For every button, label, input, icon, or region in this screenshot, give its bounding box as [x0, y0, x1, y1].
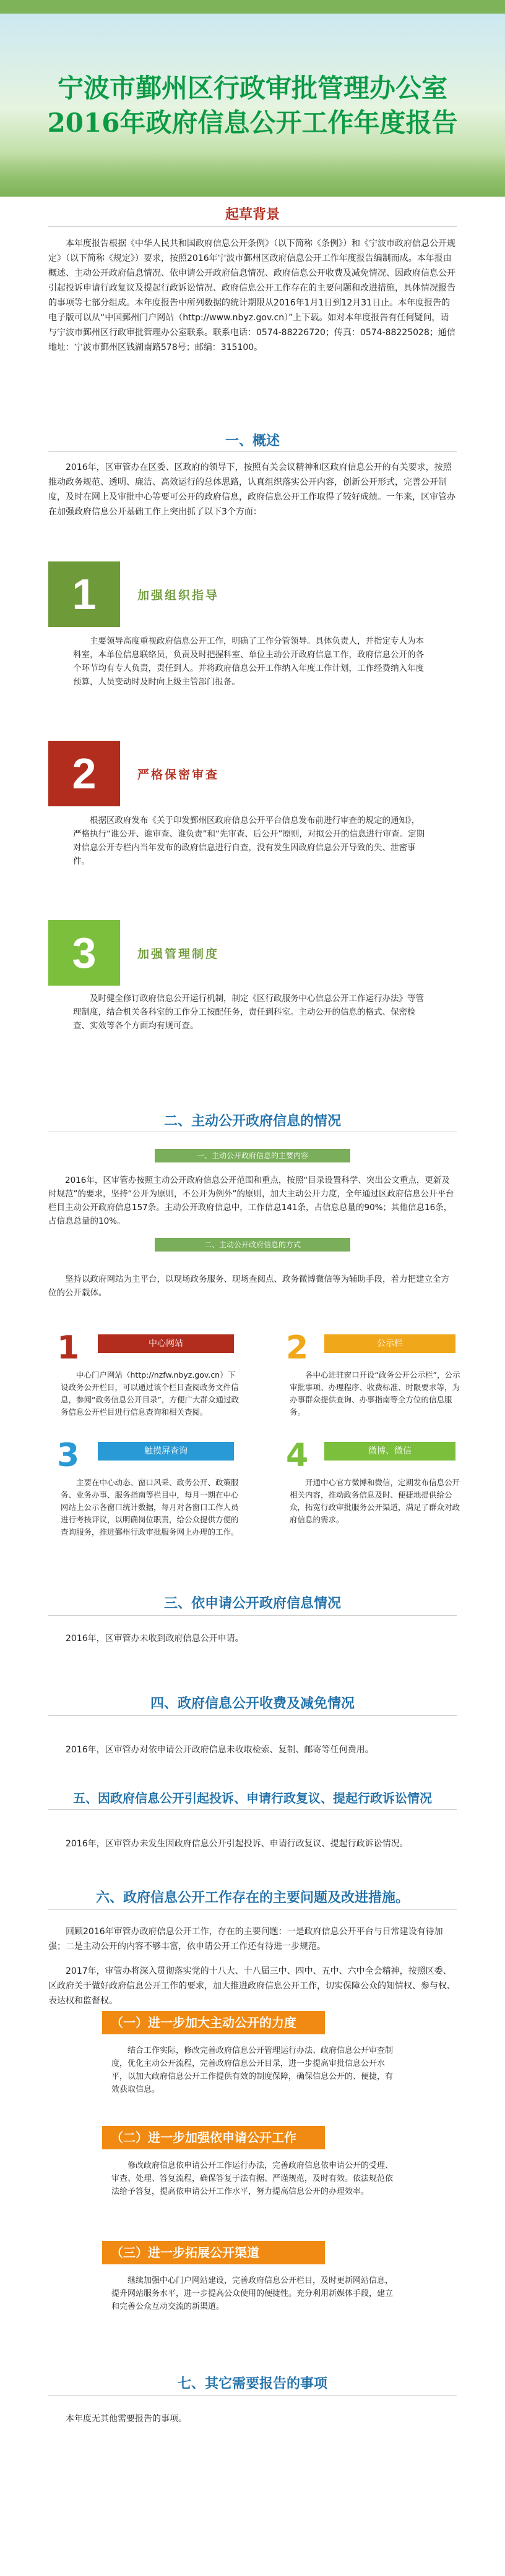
s4-body	[0, 1742, 505, 1757]
s6-text-2: 2017年，审管办将深入贯彻落实党的十八大、十八届三中、四中、五中、六中全会精神，按照区委、区政府关于做好政府信息公开工作的要求，加大推进政府信息公开工作，切实保障公众的知情权、参与权、表达权和监督权。	[48, 1966, 455, 2006]
grid-text-4: 开通中心官方微博和微信，定期发布信息公开相关内容，推动政务信息及时、便捷地提供给公众，拓宽行政审批服务公开渠道，满足了群众对政府信息的需求。	[290, 1478, 460, 1524]
s2-text-2: 坚持以政府网站为主平台，以现场政务服务、现场查阅点、政务微博微信等为辅助手段，着力把建立全方位的公开载体。	[48, 1274, 449, 1298]
item-body-3	[73, 992, 426, 1033]
s5-body	[0, 1836, 505, 1851]
title-line-2: 2016年政府信息公开工作年度报告	[47, 108, 458, 138]
grid-number-1: 1	[57, 1329, 80, 1367]
grid-number-3: 3	[57, 1437, 80, 1474]
header-banner	[0, 0, 505, 197]
s6-sub-text-1: 结合工作实际，修改完善政府信息公开管理运行办法、政府信息公开审查制度，优化主动公开流程，完善政府信息公开目录，进一步提高审批信息公开水平，以加大政府信息公开工作提供有效的制度保障，确保信息公开的、便捷，有效获取信息。	[111, 2046, 394, 2094]
s2-heading: 二、主动公开政府信息的情况	[163, 1114, 341, 1129]
header-grass-decoration	[0, 153, 505, 197]
s6-section	[0, 1887, 505, 1906]
item-label-2: 严格保密审查	[137, 768, 220, 782]
grid-text-2: 各中心进驻窗口开设“政务公开公示栏”，公示审批事项、办理程序、收费标准、时限要求等，为办事群众提供查询、办事指南等全方位的信息服务。	[290, 1370, 460, 1417]
s3-section	[0, 1593, 505, 1612]
s6-sub-body-3	[111, 2274, 396, 2313]
intro-body	[0, 236, 505, 355]
s2-text-1: 2016年，区审管办按照主动公开政府信息公开范围和重点，按照“目录设置科学、突出公文重点，更新及时规范”的要求，坚持“公开为原则，不公开为例外”的原则，加大主动公开力度，全年通过区政府信息公开平台栏目主动公开政府信息157条。主动公开政府信息中，工作信息141条，占信息总量的90%；其他信息16条，占信息总量的10%。	[48, 1175, 454, 1226]
intro-heading: 起草背景	[225, 207, 280, 223]
header-top-bar	[0, 0, 505, 14]
s6-text-1: 回顾2016年审管办政府信息公开工作，存在的主要问题：一是政府信息公开平台与日常建设有待加强；二是主动公开的内容不够丰富，依申请公开工作还有待进一步规范。	[48, 1927, 443, 1951]
grid-bar-2: 公示栏	[324, 1334, 455, 1353]
s3-text: 2016年，区审管办未收到政府信息公开申请。	[66, 1634, 244, 1644]
divider	[48, 451, 457, 452]
s3-body	[0, 1631, 505, 1646]
divider	[48, 226, 457, 227]
divider	[48, 1909, 457, 1910]
item-number-2: 2	[48, 741, 120, 806]
s7-text: 本年度无其他需要报告的事项。	[66, 2414, 187, 2424]
item-label-1: 加强组织指导	[137, 589, 220, 602]
s1-text: 2016年，区审管办在区委、区政府的领导下，按照有关会议精神和区政府信息公开的有关要求，按照推动政务规范、透明、廉洁、高效运行的总体思路，认真组织落实公开内容，创新公开形式，完善公开制度，及时在网上及审批中心等要可公开的政府信息，政府信息公开工作取得了较好成绩。一年来，区审管办在加强政府信息公开基础工作上突出抓了以下3个方面：	[48, 463, 455, 517]
divider	[48, 1715, 457, 1716]
item-body-1	[73, 634, 426, 689]
s5-heading: 五、因政府信息公开引起投诉、申请行政复议、提起行政诉讼情况	[73, 1791, 432, 1806]
item-label-3: 加强管理制度	[137, 947, 220, 961]
grid-bar-4: 微博、微信	[324, 1442, 455, 1461]
s6-sub-body-1	[111, 2044, 396, 2096]
s6-sub-text-3: 继续加强中心门户网站建设，完善政府信息公开栏目，及时更新网站信息，提升网站服务水平，进一步提高公众使用的便捷性。充分利用新媒体手段，建立和完善公众互动交流的新渠道。	[111, 2276, 394, 2311]
s1-section	[0, 430, 505, 450]
s6-body-1	[0, 1924, 505, 1954]
s6-heading: 六、政府信息公开工作存在的主要问题及改进措施。	[95, 1890, 409, 1906]
s5-text: 2016年，区审管办未发生因政府信息公开引起投诉、申请行政复议、提起行政诉讼情况。	[66, 1839, 408, 1849]
grid-text-3: 主要在中心动态、窗口风采、政务公开、政策服务、业务办事、服务指南等栏目中，每月一期在中心网站上公示各窗口统计数据，每月对各窗口工作人员进行考核评议，以明确岗位职责，给公众提供方便的查询服务，推进鄞州行政审批服务网上办理的工作。	[61, 1478, 239, 1537]
s2-body-1	[0, 1174, 505, 1228]
s3-heading: 三、依申请公开政府信息情况	[163, 1596, 341, 1611]
s2-body-2	[0, 1273, 505, 1300]
s2-section	[0, 1111, 505, 1130]
divider	[48, 1615, 457, 1616]
item-text-3: 及时健全修订政府信息公开运行机制，制定《区行政服务中心信息公开工作运行办法》等管理制度，结合机关各科室的工作分工按配任务，责任到科室。主动公开的信息的格式、保密检查、实效等各个方面均有规可查。	[73, 994, 424, 1031]
grid-number-4: 4	[286, 1437, 309, 1474]
grid-bar-1: 中心网站	[98, 1334, 234, 1353]
item-text-2: 根据区政府发布《关于印发鄞州区政府信息公开平台信息发布前进行审查的规定的通知》，严格执行“谁公开、谁审查、谁负责”和“先审查、后公开”原则，对拟公开的信息进行审查。定期对信息公开专栏内当年发布的政府信息进行自查，没有发生因政府信息公开导致的失、泄密事件。	[73, 816, 425, 866]
s7-section	[0, 2373, 505, 2392]
s6-sub-text-2: 修改政府信息依申请公开工作运行办法，完善政府信息依申请公开的受理、审查、处理、答复流程，确保答复于法有据、严谨规范，及时有效。依法规范依法给予答复，提高依申请公开工作水平，努力提高信息公开的办理效率。	[111, 2161, 394, 2196]
s7-heading: 七、其它需要报告的事项	[177, 2376, 327, 2392]
s1-body	[0, 460, 505, 519]
ribbon-methods: 二、主动公开政府信息的方式	[155, 1238, 350, 1252]
s5-section	[0, 1788, 505, 1806]
item-number-3: 3	[48, 920, 120, 986]
grid-bar-3: 触摸屏查询	[98, 1442, 234, 1461]
divider	[48, 2395, 457, 2396]
item-text-1: 主要领导高度重视政府信息公开工作，明确了工作分管领导。具体负责人，并指定专人为本科室，本单位信息联络员，负责及时把握科室、单位主动公开政府信息工作，政府信息公开的各个环节均有专人负责，责任到人。并将政府信息公开工作纳入年度工作计划，工作经费纳入年度预算，人员变动时及时向上级主管部门报备。	[73, 636, 424, 687]
title-line-1: 宁波市鄞州区行政审批管理办公室	[57, 73, 447, 103]
intro-text: 本年度报告根据《中华人民共和国政府信息公开条例》（以下简称《条例》）和《宁波市政府信息公开规定》（以下简称《规定》）要求，按照2016年宁波市鄞州区政府信息公开工作年度报告编制而成。本年报由概述、主动公开政府信息情况、依申请公开政府信息情况、政府信息公开收费及减免情况、因政府信息公开引起投诉申请行政复议及提起行政诉讼情况、政府信息公开工作存在的主要问题和改进措施，具体情况报告的事项等七部分组成。本年度报告中所列数据的统计期限从2016年1月1日到12月31日止。本年度报告的电子版可以从“中国鄞州门户网站（http://www.nbyz.gov.cn）”上下载。如对本年度报告有任何疑问，请与宁波市鄞州区行政审批管理办公室联系。联系电话：0574-88226720；传真：0574-88225028；通信地址：宁波市鄞州区钱湖南路578号；邮编：315100。	[48, 239, 455, 352]
item-body-2	[73, 814, 426, 868]
s7-body	[0, 2412, 505, 2426]
s4-section	[0, 1693, 505, 1712]
s6-sub-heading-3: （三）进一步拓展公开渠道	[102, 2241, 325, 2264]
intro-section	[0, 204, 505, 223]
s1-heading: 一、概述	[225, 433, 280, 449]
s4-heading: 四、政府信息公开收费及减免情况	[150, 1696, 355, 1712]
divider	[48, 1809, 457, 1810]
item-number-1: 1	[48, 561, 120, 627]
s6-sub-heading-1: （一）进一步加大主动公开的力度	[102, 2011, 325, 2034]
s6-sub-body-2	[111, 2159, 396, 2198]
s6-sub-heading-2: （二）进一步加强依申请公开工作	[102, 2126, 325, 2149]
ribbon-content: 一、主动公开政府信息的主要内容	[155, 1149, 350, 1162]
grid-number-2: 2	[286, 1329, 309, 1367]
grid-text-1: 中心门户网站（http://nzfw.nbyz.gov.cn）下设政务公开栏目，可以通过该个栏目查阅政务文件信息，参阅“政务信息公开目录”，方便广大群众通过政务信息公开栏目进行信息查询和相关查阅。	[61, 1370, 239, 1417]
s6-body-2	[0, 1964, 505, 2008]
s4-text: 2016年，区审管办对依申请公开政府信息未收取检索、复制、邮寄等任何费用。	[66, 1745, 374, 1755]
